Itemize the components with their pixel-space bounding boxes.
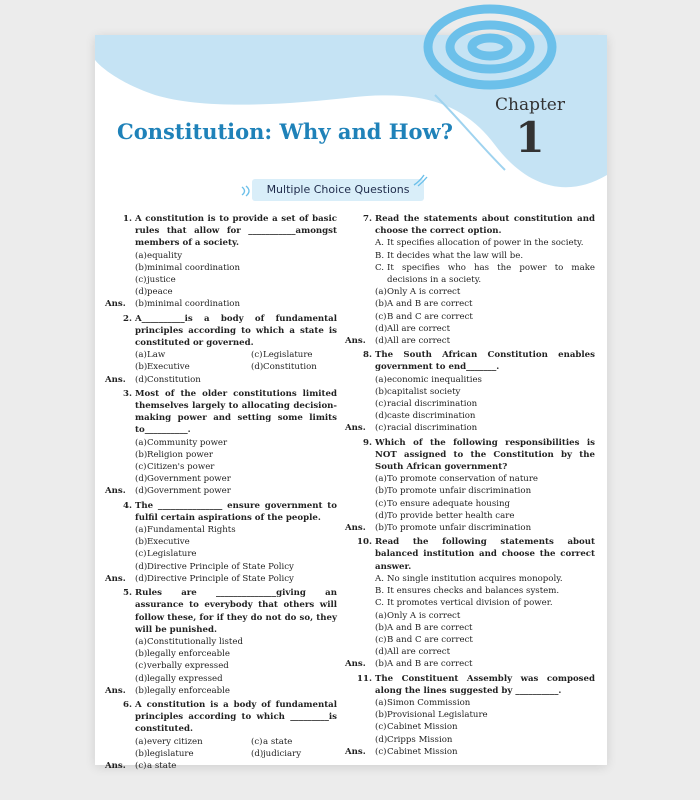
option-text: legally enforceable: [147, 649, 230, 660]
option: [105, 548, 337, 560]
statement-text: It specifies allocation of power in the society.: [387, 238, 584, 249]
statement: [345, 585, 595, 597]
option-letter: (d): [251, 362, 264, 373]
question-number: 7.: [363, 214, 372, 224]
option: [345, 323, 595, 335]
statement-letter: B.: [375, 250, 385, 261]
statement: [345, 250, 595, 262]
answer-key: (b): [375, 523, 388, 534]
option-text: Simon Commission: [387, 697, 471, 708]
option-text: legislature: [147, 748, 194, 759]
option-text: verbally expressed: [147, 661, 229, 672]
statement-text: It decides what the law will be.: [387, 250, 524, 261]
option-letter: (d): [375, 323, 388, 334]
answer-text: A and B are correct: [387, 659, 473, 670]
option-letter: (a): [375, 474, 387, 485]
option: [221, 361, 337, 373]
option-letter: (d): [135, 673, 148, 684]
answer-key: (c): [375, 746, 387, 757]
answer-key: (c): [135, 760, 147, 771]
option-letter: (b): [375, 299, 388, 310]
option-letter: (b): [375, 486, 388, 497]
option: [345, 734, 595, 746]
left-column: [105, 211, 337, 772]
option-letter: (c): [375, 399, 387, 410]
answer-key: (b): [135, 299, 148, 310]
option-text: Community power: [147, 437, 228, 448]
option-letter: (a): [375, 374, 387, 385]
statement: [345, 597, 595, 609]
question: [105, 587, 337, 636]
option-text: To promote unfair discrimination: [387, 486, 532, 497]
option-letter: (c): [135, 462, 147, 473]
answer-label: Ans.: [105, 685, 126, 696]
question-number: 5.: [123, 588, 132, 599]
option-letter: (a): [375, 610, 387, 621]
answer-label: Ans.: [345, 336, 366, 347]
option-letter: (c): [135, 549, 147, 560]
option: [345, 386, 595, 398]
option-letter: (c): [375, 311, 387, 322]
option-letter: (c): [135, 661, 147, 672]
option-letter: (a): [375, 697, 387, 708]
option-text: Cripps Mission: [387, 734, 453, 745]
option-text: judiciary: [263, 748, 302, 759]
option-letter: (b): [375, 386, 388, 397]
answer: [105, 298, 337, 310]
option: [105, 250, 337, 262]
option-letter: (c): [375, 722, 387, 733]
option: [345, 498, 595, 510]
option: [105, 536, 337, 548]
answer: [105, 485, 337, 497]
answer-text: All are correct: [387, 336, 451, 347]
option-text: Religion power: [147, 449, 213, 460]
option-text: economic inequalities: [387, 374, 482, 385]
option-text: Provisional Legislature: [387, 710, 488, 721]
chapter-label: Chapter: [495, 95, 565, 115]
question-number: 9.: [363, 437, 372, 448]
answer-text: minimal coordination: [147, 299, 241, 310]
question-number: 4.: [123, 500, 132, 511]
option-text: a state: [263, 736, 293, 747]
option-letter: (a): [375, 287, 387, 298]
question-number: 8.: [363, 350, 372, 361]
option-text: All are correct: [387, 323, 451, 334]
answer: [345, 422, 595, 434]
option: [105, 361, 221, 373]
option-letter: (d): [375, 411, 388, 422]
option: [105, 748, 221, 760]
option-letter: (a): [135, 350, 147, 361]
option: [105, 449, 337, 461]
option: [105, 736, 221, 748]
option-letter: (b): [375, 710, 388, 721]
question: [345, 673, 595, 697]
answer-text: Constitution: [147, 374, 201, 385]
option-text: A and B are correct: [387, 622, 473, 633]
answer-text: Directive Principle of State Policy: [147, 573, 294, 584]
question: [345, 437, 595, 474]
option-letter: (b): [135, 537, 148, 548]
option: [105, 349, 221, 361]
option-letter: (d): [251, 748, 264, 759]
answer: [105, 760, 337, 772]
option-text: capitalist society: [387, 386, 461, 397]
question: [105, 213, 337, 250]
section-title: Multiple Choice Questions: [266, 183, 410, 196]
option-letter: (b): [135, 362, 148, 373]
option-text: All are correct: [387, 647, 451, 658]
option-letter: (c): [251, 736, 263, 747]
option: [105, 524, 337, 536]
option-text: B and C are correct: [387, 311, 473, 322]
option-letter: (c): [375, 498, 387, 509]
option: [345, 709, 595, 721]
chapter-number: 1: [515, 113, 545, 162]
question-number: 2.: [123, 313, 132, 324]
option: [345, 398, 595, 410]
option: [105, 274, 337, 286]
answer-label: Ans.: [105, 299, 126, 310]
option: [345, 646, 595, 658]
option-letter: (a): [135, 525, 147, 536]
option-pair: [105, 736, 337, 748]
option: [345, 721, 595, 733]
statement-letter: C.: [375, 262, 385, 273]
textbook-page: [95, 35, 607, 771]
question: [345, 349, 595, 373]
option-text: To ensure adequate housing: [387, 498, 511, 509]
answer-label: Ans.: [345, 423, 366, 434]
option-text: racial discrimination: [387, 399, 478, 410]
question-number: 11.: [357, 673, 372, 684]
answer-key: (d): [375, 336, 388, 347]
option-letter: (c): [135, 275, 147, 286]
option-text: minimal coordination: [147, 262, 241, 273]
question-number: 6.: [123, 699, 132, 710]
option-letter: (a): [135, 736, 147, 747]
question: [105, 500, 337, 524]
statement-text: It promotes vertical division of power.: [387, 598, 553, 609]
question-text: The _______________ ensure government to fulfil certain aspirations of the people.: [135, 500, 337, 523]
question-number: 10.: [357, 537, 372, 548]
question-text: Read the statements about constitution and choose the correct option.: [375, 214, 595, 237]
option-text: Fundamental Rights: [147, 525, 236, 536]
answer-text: legally enforceable: [147, 685, 230, 696]
answer: [345, 522, 595, 534]
answer-text: racial discrimination: [387, 423, 478, 434]
answer: [105, 685, 337, 697]
option-pair: [105, 748, 337, 760]
option-letter: (d): [135, 561, 148, 572]
option: [345, 374, 595, 386]
statement: [345, 262, 595, 286]
answer-label: Ans.: [105, 760, 126, 771]
option: [345, 298, 595, 310]
question-text: Most of the older constitutions limited themselves largely to allocating decision-making power and setting some limits to__________.: [135, 388, 337, 436]
question-number: 1.: [123, 214, 132, 224]
option: [345, 510, 595, 522]
option-text: A and B are correct: [387, 299, 473, 310]
statement-text: It specifies who has the power to make decisions in a society.: [387, 262, 595, 286]
option-letter: (d): [375, 647, 388, 658]
option-text: To promote conservation of nature: [387, 474, 539, 485]
option: [345, 286, 595, 298]
question-text: Rules are ______________giving an assurance to everybody that others will follow these, for if they do not do so, they will be punished.: [135, 588, 337, 635]
answer-key: (b): [375, 659, 388, 670]
option: [105, 461, 337, 473]
option-letter: (d): [375, 734, 388, 745]
option: [345, 622, 595, 634]
question-number: 3.: [123, 388, 132, 399]
option: [345, 697, 595, 709]
option-text: Only A is correct: [387, 610, 461, 621]
option-letter: (d): [135, 474, 148, 485]
question: [105, 313, 337, 350]
wave-right-icon: [412, 173, 428, 187]
option-letter: (b): [135, 748, 148, 759]
option: [105, 473, 337, 485]
option-pair: [105, 349, 337, 361]
statement-letter: A.: [375, 573, 384, 584]
option-text: justice: [147, 275, 176, 286]
question-text: A__________is a body of fundamental principles according to which a state is constituted or governed.: [135, 313, 337, 349]
statement-letter: C.: [375, 598, 385, 609]
statement-letter: B.: [375, 586, 385, 597]
right-column: [345, 211, 595, 758]
option-text: To provide better health care: [387, 510, 515, 521]
answer: [345, 335, 595, 347]
option: [345, 610, 595, 622]
answer-label: Ans.: [345, 659, 366, 670]
answer-text: a state: [147, 760, 177, 771]
option: [221, 736, 337, 748]
option-text: peace: [147, 287, 173, 298]
answer-key: (b): [135, 685, 148, 696]
option: [105, 636, 337, 648]
option-letter: (c): [375, 634, 387, 645]
option: [105, 648, 337, 660]
option-letter: (c): [251, 350, 263, 361]
question: [105, 699, 337, 736]
option-letter: (a): [135, 250, 147, 261]
option-text: B and C are correct: [387, 634, 473, 645]
question-text: The Constituent Assembly was composed along the lines suggested by __________.: [375, 673, 595, 696]
option-letter: (d): [375, 510, 388, 521]
question-text: A constitution is to provide a set of basic rules that allow for ___________amongst members of a society.: [135, 214, 337, 249]
question-text: Read the following statements about balanced institution and choose the correct answer.: [375, 537, 595, 572]
answer-label: Ans.: [345, 746, 366, 757]
section-banner: [252, 179, 424, 201]
option-text: legally expressed: [147, 673, 223, 684]
question-text: A constitution is a body of fundamental principles according to which _________is constituted.: [135, 699, 337, 735]
option-text: Government power: [147, 474, 231, 485]
answer-key: (d): [135, 486, 148, 497]
option-text: Only A is correct: [387, 287, 461, 298]
question-text: The South African Constitution enables government to end_______.: [375, 350, 595, 373]
option-letter: (b): [135, 649, 148, 660]
question: [345, 536, 595, 573]
option-letter: (d): [135, 287, 148, 298]
option: [345, 485, 595, 497]
option-letter: (b): [375, 622, 388, 633]
answer-key: (c): [375, 423, 387, 434]
option-text: equality: [147, 250, 183, 261]
option: [105, 673, 337, 685]
option-text: Legislature: [263, 350, 313, 361]
option: [221, 748, 337, 760]
option: [105, 561, 337, 573]
answer-label: Ans.: [105, 486, 126, 497]
statement-letter: A.: [375, 238, 384, 249]
page-title: Constitution: Why and How?: [117, 119, 453, 144]
answer-label: Ans.: [105, 573, 126, 584]
option: [345, 311, 595, 323]
option-pair: [105, 361, 337, 373]
option-letter: (b): [135, 262, 148, 273]
answer-key: (d): [135, 573, 148, 584]
option: [105, 262, 337, 274]
answer-key: (d): [135, 374, 148, 385]
option: [221, 349, 337, 361]
option: [105, 286, 337, 298]
option-text: Executive: [147, 537, 190, 548]
option-letter: (a): [135, 636, 147, 647]
answer-label: Ans.: [105, 374, 126, 385]
option-text: every citizen: [147, 736, 203, 747]
statement: [345, 573, 595, 585]
option-text: Cabinet Mission: [387, 722, 458, 733]
question-text: Which of the following responsibilities is NOT assigned to the Constitution by the South African government?: [375, 437, 595, 473]
option-text: Constitutionally listed: [147, 636, 243, 647]
option: [345, 634, 595, 646]
option-text: caste discrimination: [387, 411, 476, 422]
answer-text: Government power: [147, 486, 231, 497]
option: [105, 660, 337, 672]
answer: [345, 658, 595, 670]
statement: [345, 237, 595, 249]
statement-text: It ensures checks and balances system.: [387, 586, 560, 597]
option-letter: (a): [135, 437, 147, 448]
option: [345, 410, 595, 422]
option-text: Constitution: [263, 362, 317, 373]
option-text: Executive: [147, 362, 190, 373]
option-letter: (b): [135, 449, 148, 460]
answer: [345, 746, 595, 758]
statement-text: No single institution acquires monopoly.: [387, 573, 563, 584]
answer-text: To promote unfair discrimination: [387, 523, 532, 534]
answer: [105, 573, 337, 585]
answer: [105, 374, 337, 386]
question: [345, 213, 595, 237]
question: [105, 388, 337, 437]
option-text: Law: [147, 350, 166, 361]
option-text: Citizen's power: [147, 462, 215, 473]
option: [105, 437, 337, 449]
option-text: Legislature: [147, 549, 197, 560]
answer-label: Ans.: [345, 523, 366, 534]
answer-text: Cabinet Mission: [387, 746, 458, 757]
option: [345, 473, 595, 485]
option-text: Directive Principle of State Policy: [147, 561, 294, 572]
